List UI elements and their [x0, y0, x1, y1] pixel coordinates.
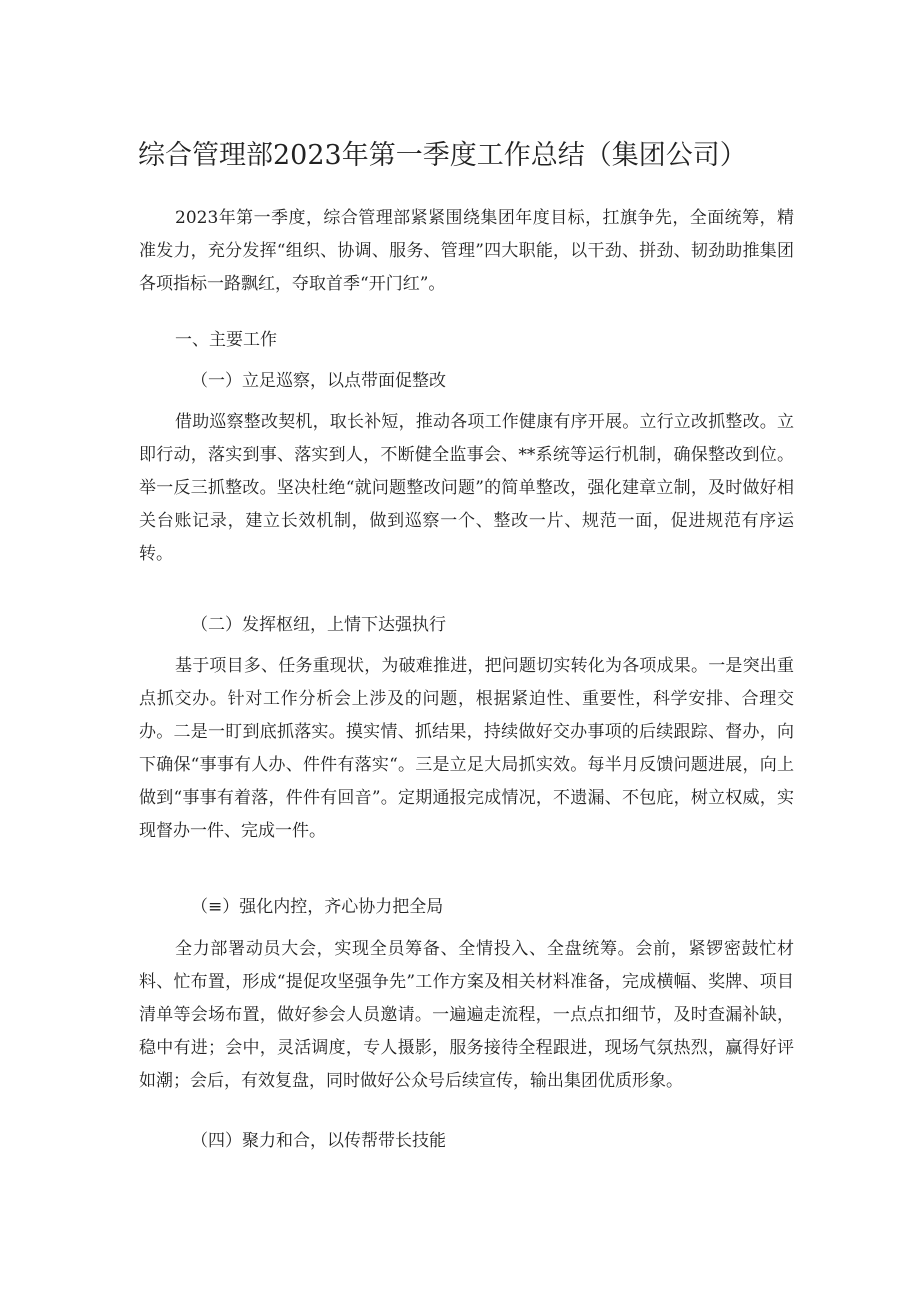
subsection-heading-4: （四）聚力和合，以传帮带长技能: [191, 1131, 446, 1151]
subsection-heading-2: （二）发挥枢纽，上情下达强执行: [191, 615, 446, 635]
subsection-3-paragraph: 全力部署动员大会，实现全员筹备、全情投入、全盘统筹。会前，紧锣密鼓忙材料、忙布置，形成“提促攻坚强争先”工作方案及相关材料准备，完成横幅、奖牌、项目清单等会场布置，做好参会人员邀请。一遍遍走流程，一点点扣细节，及时查漏补缺，稳中有进；会中，灵活调度，专人摄影，服务接待全程跟进，现场气氛热烈，赢得好评如潮；会后，有效复盘，同时做好公众号后续宣传，输出集团优质形象。: [139, 939, 794, 1091]
subsection-heading-1: （一）立足巡察，以点带面促整改: [191, 371, 446, 391]
subsection-2-paragraph: 基于项目多、任务重现状，为破难推进，把问题切实转化为各项成果。一是突出重点抓交办。针对工作分析会上涉及的问题，根据紧迫性、重要性，科学安排、合理交办。二是一盯到底抓落实。摸实情、抓结果，持续做好交办事项的后续跟踪、督办，向下确保“事事有人办、件件有落实“。三是立足大局抓实效。每半月反馈问题进展，向上做到“事事有着落，件件有回音”。定期通报完成情况，不遗漏、不包庇，树立权威，实现督办一件、完成一件。: [139, 656, 794, 841]
document-title: 综合管理部2023年第一季度工作总结（集团公司）: [138, 140, 747, 171]
subsection-1-paragraph: 借助巡察整改契机，取长补短，推动各项工作健康有序开展。立行立改抓整改。立即行动，落实到事、落实到人，不断健全监事会、**系统等运行机制，确保整改到位。举一反三抓整改。坚决杜绝“就问题整改问题”的简单整改，强化建章立制，及时做好相关台账记录，建立长效机制，做到巡察一个、整改一片、规范一面，促进规范有序运转。: [139, 412, 794, 564]
intro-paragraph: 2023年第一季度，综合管理部紧紧围绕集团年度目标，扛旗争先，全面统筹，精准发力，充分发挥“组织、协调、服务、管理”四大职能，以干劲、拼劲、韧劲助推集团各项指标一路飘红，夺取首季“开门红”。: [139, 208, 794, 294]
section-heading-main-work: 一、主要工作: [175, 330, 277, 350]
subsection-heading-3: （≡）强化内控，齐心协力把全局: [191, 897, 444, 917]
